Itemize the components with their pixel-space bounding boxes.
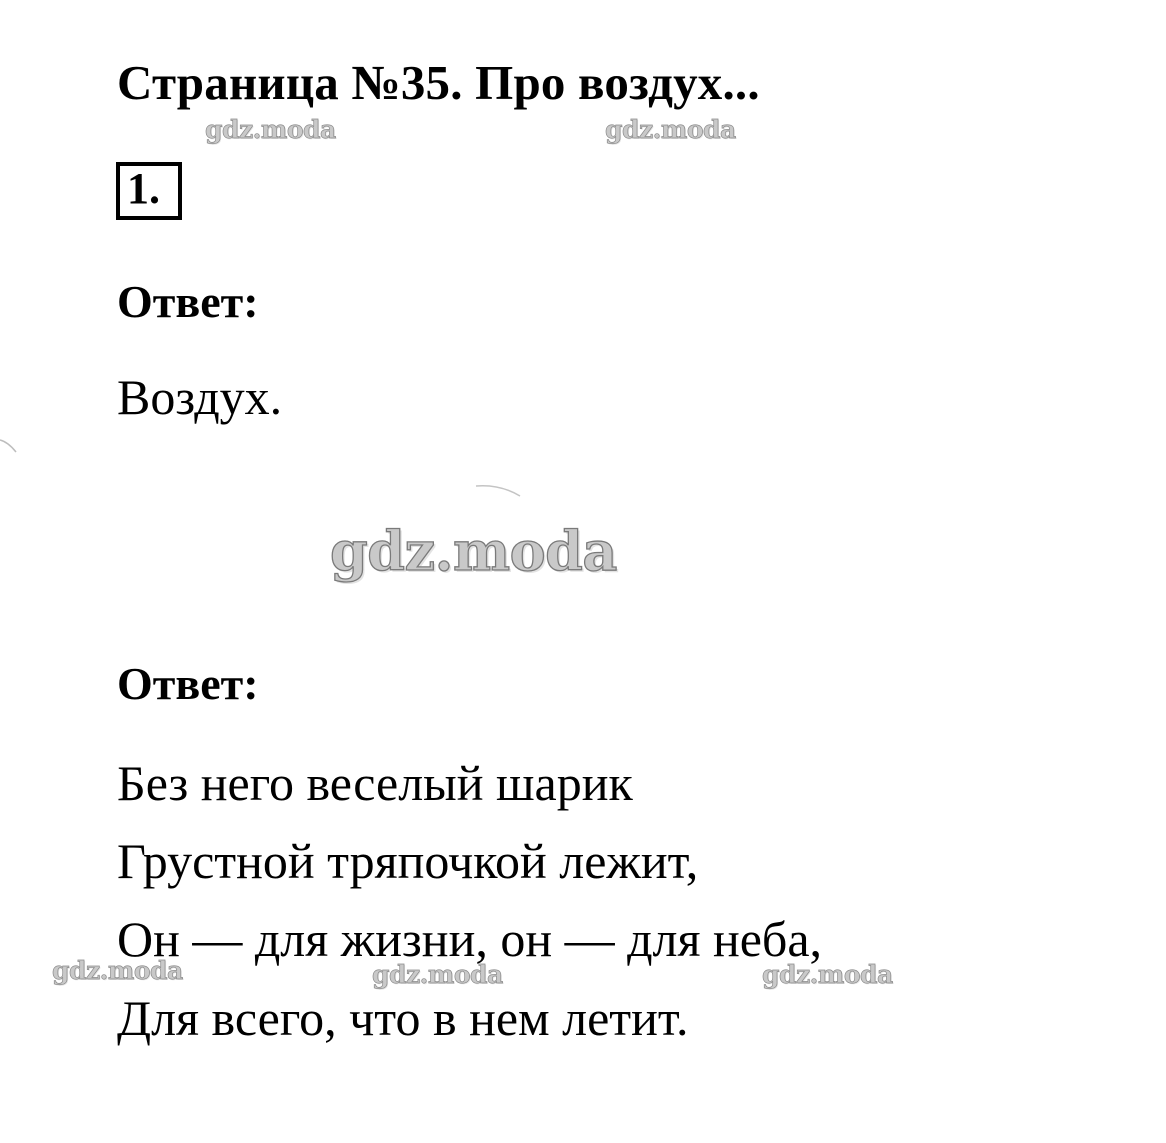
answer-text-1: Воздух.: [117, 369, 283, 425]
poem-line-3: Он — для жизни, он — для неба,: [117, 911, 823, 967]
poem-line-4: Для всего, что в нем летит.: [117, 990, 689, 1046]
stray-stroke-mark: [470, 480, 530, 504]
answer-heading-2: Ответ:: [117, 658, 259, 709]
watermark-large: gdz.moda: [330, 519, 617, 583]
page-title: Страница №35. Про воздух...: [117, 55, 760, 110]
watermark: gdz.moda: [605, 115, 736, 144]
watermark: gdz.moda: [372, 960, 503, 989]
answer-heading-1: Ответ:: [117, 276, 259, 327]
poem-line-1: Без него веселый шарик: [117, 755, 633, 811]
poem-line-2: Грустной тряпочкой лежит,: [117, 833, 699, 889]
watermark: gdz.moda: [205, 115, 336, 144]
watermark: gdz.moda: [52, 956, 183, 985]
stray-stroke-mark: [0, 430, 30, 460]
task-number: 1.: [127, 164, 160, 213]
watermark: gdz.moda: [762, 960, 893, 989]
